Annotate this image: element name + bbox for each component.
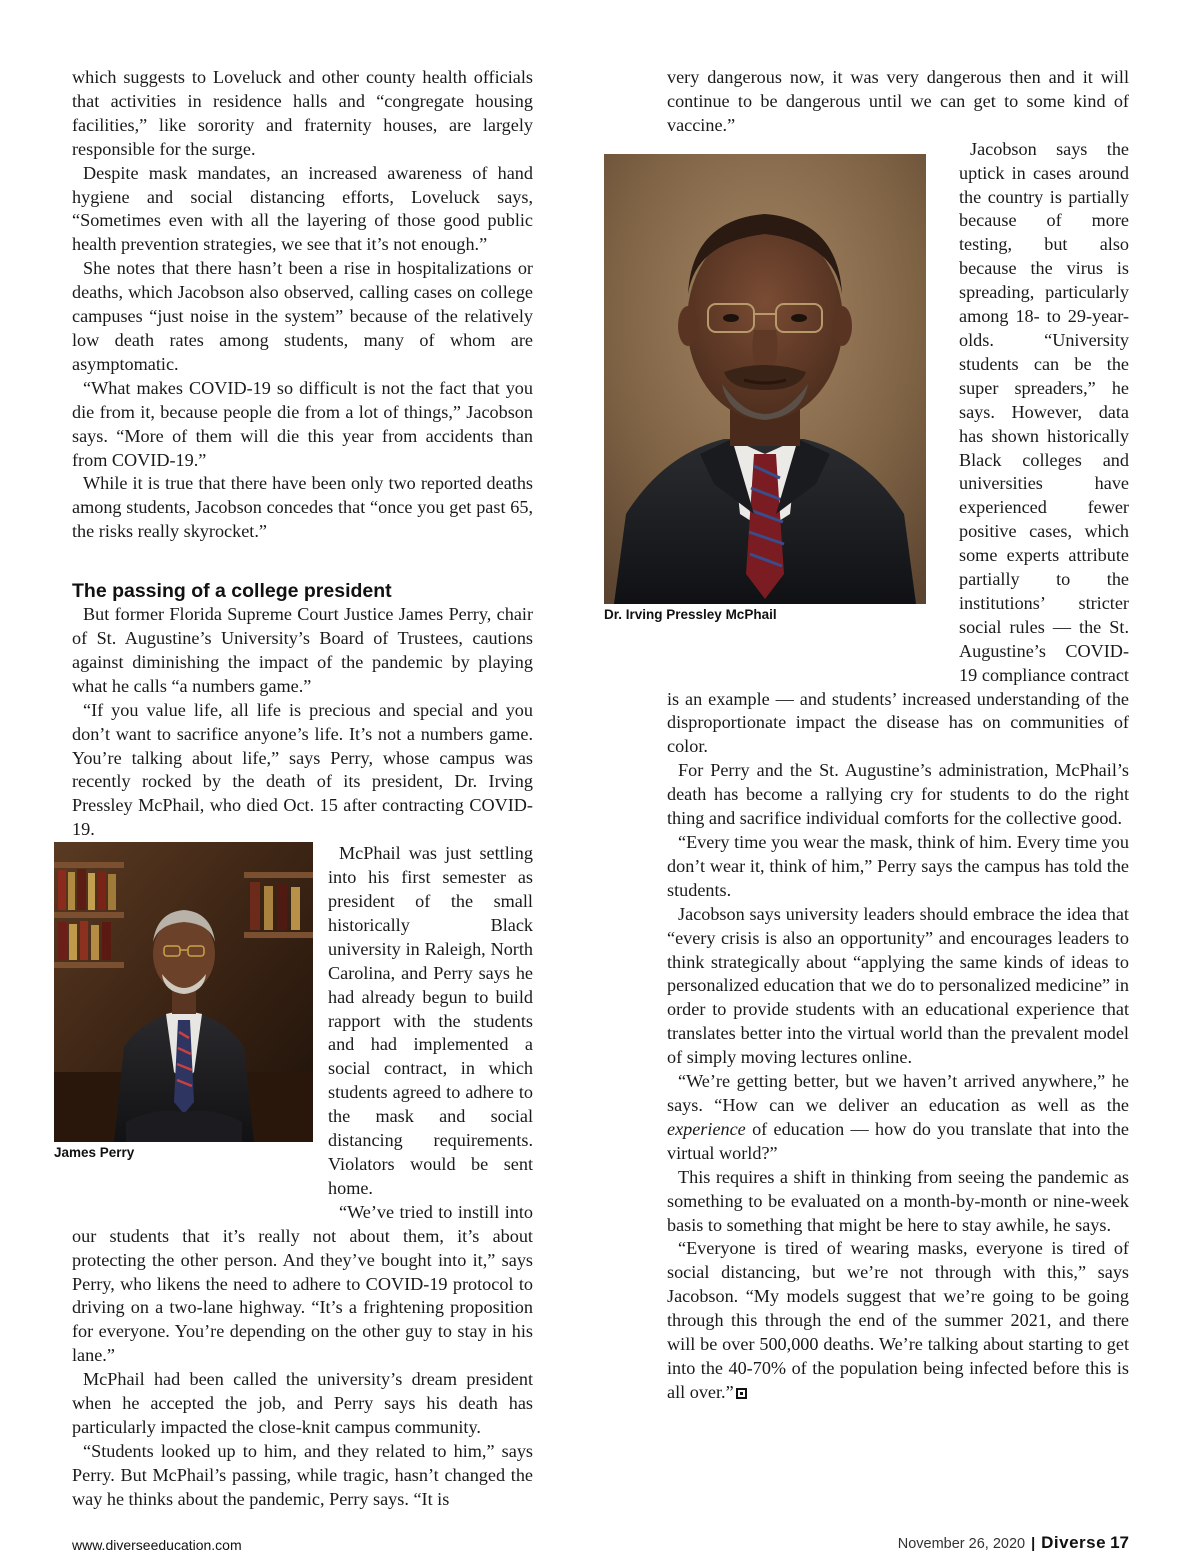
- footer-date: November 26, 2020: [897, 1536, 1026, 1552]
- paragraph: Jacobson says university leaders should embrace the idea that “every crisis is also an opportunity” and encourages leaders to think strategically about “applying the same kinds of ideas to personalized education that we do to personalized medicine” in order to provide students with an educational experience that translates better into the virtual world than the prevalent model of simply moving lectures online.: [667, 903, 1129, 1068]
- paragraph-text: “Everyone is tired of wearing masks, everyone is tired of social distancing, but we’re not through with this,” says Jacobson. “My models suggest that we’re going to be going through this through the end of the summer 2021, and there will be over 500,000 deaths. We’re talking about starting to get into the 40-70% of the population being infected before this is all over.”: [667, 1238, 1129, 1402]
- footer-magazine-name: Diverse: [1041, 1533, 1107, 1552]
- photo-james-perry: [54, 842, 313, 1218]
- paragraph: For Perry and the St. Augustine’s administration, McPhail’s death has become a rallying cry for students to do the right thing and sacrifice individual comforts for the collective good.: [667, 760, 1129, 829]
- emphasis-text: experience: [667, 1118, 746, 1139]
- paragraph: “We’ve tried to instill into our students that it’s really not about them, it’s about protecting the other person. And they’ve bought into it,” says Perry, who likens the need to adhere to COVID-19 protocol to driving on a two-lane highway. “It’s a frightening proposition for everyone. You’re depending on the other guy to stay in his lane.”: [72, 1201, 533, 1366]
- footer-separator: |: [1031, 1536, 1036, 1552]
- photo-caption: James Perry: [54, 1145, 135, 1161]
- paragraph: This requires a shift in thinking from seeing the pandemic as something to be evaluated on a month-by-month or nine-week basis to something that might be here to stay awhile, he says.: [667, 1166, 1129, 1235]
- paragraph: McPhail was just settling into his first semester as president of the small historically Black university in Raleigh, North Carolina, and Perry says he had already begun to build rapport with the students and had implemented a social contract, in which students agreed to adhere to the mask and social distancing requirements. Violators would be sent home.: [328, 843, 533, 1198]
- end-of-article-icon: [736, 1388, 747, 1399]
- paragraph: which suggests to Loveluck and other county health officials that activities in residence halls and “congregate housing facilities,” like sorority and fraternity houses, are largely responsible for the surge.: [72, 67, 533, 159]
- footer-folio: [898, 1533, 1129, 1553]
- paragraph: very dangerous now, it was very dangerous then and it will continue to be dangerous until we can get to some kind of vaccine.”: [667, 67, 1129, 135]
- paragraph: “Every time you wear the mask, think of him. Every time you don’t wear it, think of him,” Perry says the campus has told the students.: [667, 832, 1129, 900]
- photo-caption: Dr. Irving Pressley McPhail: [604, 606, 777, 622]
- section-heading: The passing of a college president: [72, 580, 392, 603]
- paragraph-text: “We’re getting better, but we haven’t arrived anywhere,” he says. “How can we deliver an education as well as the: [667, 1071, 1129, 1115]
- paragraph: “Students looked up to him, and they related to him,” says Perry. But McPhail’s passing, while tragic, hasn’t changed the way he thinks about the pandemic, Perry says. “It is: [72, 1440, 533, 1509]
- left-column: [54, 66, 533, 1512]
- paragraph: While it is true that there have been only two reported deaths among students, Jacobson concedes that “once you get past 65, the risks really skyrocket.”: [72, 473, 533, 542]
- paragraph: She notes that there hasn’t been a rise in hospitalizations or deaths, which Jacobson also observed, calling cases on college campuses “just noise in the system” because of the relatively low death rates among students, many of whom are asymptomatic.: [72, 258, 533, 374]
- paragraph: Jacobson says the uptick in cases around the country is partially because of more testing, but also because the virus is spreading, particularly among 18- to 29-year-olds. “University students can be the super spreaders,” he says. However, data has shown historically Black colleges and universities have experienced fewer positive cases, which some experts attribute partially to the institutions’ stricter social rules — the St. Augustine’s COVID-19 compliance contract is an example — and students’ increased understanding of the disproportionate impact the disease has on communities of color.: [667, 138, 1129, 757]
- paragraph: “If you value life, all life is precious and special and you don’t want to sacrifice anyone’s life. It’s not a numbers game. You’re talking about life,” says Perry, whose campus was recently rocked by the death of its president, Dr. Irving Pressley McPhail, who died Oct. 15 after contracting COVID-19.: [72, 699, 533, 840]
- photo-irving-mcphail: [604, 154, 943, 664]
- paragraph: [667, 1070, 1129, 1166]
- right-column: [604, 66, 1129, 1405]
- paragraph: [667, 1237, 1129, 1404]
- paragraph: “What makes COVID-19 so difficult is not the fact that you die from it, because people die from a lot of things,” Jacobson says. “More of them will die this year from accidents than from COVID-19.”: [72, 377, 533, 470]
- footer-website: www.diverseeducation.com: [72, 1537, 242, 1553]
- paragraph: McPhail had been called the university’s dream president when he accepted the job, and Perry says his death has particularly impacted the close-knit campus community.: [72, 1369, 533, 1437]
- mcphail-photo-image: [604, 154, 926, 604]
- paragraph: Despite mask mandates, an increased awareness of hand hygiene and social distancing efforts, Loveluck says, “Sometimes even with all the layering of those good public health prevention strategies, we see that it’s not enough.”: [72, 162, 533, 255]
- footer-page-number: 17: [1110, 1533, 1129, 1552]
- paragraph: But former Florida Supreme Court Justice James Perry, chair of St. Augustine’s University’s Board of Trustees, cautions against diminishing the impact of the pandemic by playing what he calls “a numbers game.”: [72, 604, 533, 696]
- james-perry-photo-image: [54, 842, 313, 1142]
- paragraph-text: of education — how do you translate that into the virtual world?”: [667, 1118, 1129, 1163]
